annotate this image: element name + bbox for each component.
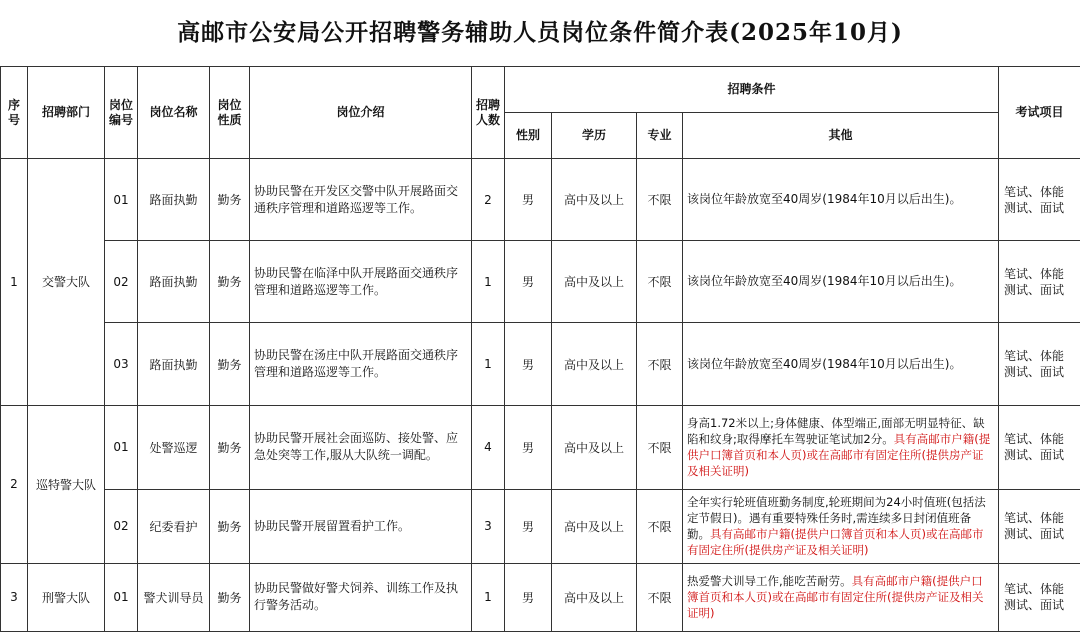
header-post-intro: 岗位介绍 xyxy=(250,67,472,159)
exam-items: 笔试、体能测试、面试 xyxy=(999,241,1080,323)
headcount: 1 xyxy=(472,241,505,323)
other-conditions: 该岗位年龄放宽至40周岁(1984年10月以后出生)。 xyxy=(683,241,999,323)
headcount: 4 xyxy=(472,405,505,489)
table-row xyxy=(1,159,1080,241)
exam-items: 笔试、体能测试、面试 xyxy=(999,489,1080,563)
post-nature: 勤务 xyxy=(210,489,250,563)
education: 高中及以上 xyxy=(552,159,637,241)
post-name: 路面执勤 xyxy=(138,159,210,241)
education: 高中及以上 xyxy=(552,489,637,563)
post-intro: 协助民警在汤庄中队开展路面交通秩序管理和道路巡逻等工作。 xyxy=(250,323,472,405)
other-conditions: 全年实行轮班值班勤务制度,轮班期间为24小时值班(包括法定节假日)。遇有重要特殊任务时,需连续多日封闭值班备勤。具有高邮市户籍(提供户口簿首页和本人页)或在高邮市有固定住所(提供房产证及相关证明) xyxy=(683,489,999,563)
exam-items: 笔试、体能测试、面试 xyxy=(999,405,1080,489)
gender: 男 xyxy=(505,489,552,563)
post-nature: 勤务 xyxy=(210,405,250,489)
other-conditions: 该岗位年龄放宽至40周岁(1984年10月以后出生)。 xyxy=(683,159,999,241)
gender: 男 xyxy=(505,159,552,241)
group-seq: 1 xyxy=(1,159,28,405)
header-other: 其他 xyxy=(683,113,999,159)
gender: 男 xyxy=(505,241,552,323)
table-row xyxy=(1,563,1080,631)
header-education: 学历 xyxy=(552,113,637,159)
other-conditions: 热爱警犬训导工作,能吃苦耐劳。具有高邮市户籍(提供户口簿首页和本人页)或在高邮市有固定住所(提供房产证及相关证明) xyxy=(683,563,999,631)
headcount: 1 xyxy=(472,323,505,405)
exam-items: 笔试、体能测试、面试 xyxy=(999,323,1080,405)
group-department: 刑警大队 xyxy=(28,563,105,631)
page-title: 高邮市公安局公开招聘警务辅助人员岗位条件简介表(2025年10月) xyxy=(177,19,903,46)
group-seq: 3 xyxy=(1,563,28,631)
table-row xyxy=(1,489,1080,563)
group-department: 交警大队 xyxy=(28,159,105,405)
major: 不限 xyxy=(637,159,683,241)
table-row xyxy=(1,405,1080,489)
post-code: 02 xyxy=(105,489,138,563)
gender: 男 xyxy=(505,323,552,405)
gender: 男 xyxy=(505,405,552,489)
header-post-name: 岗位名称 xyxy=(138,67,210,159)
post-name: 路面执勤 xyxy=(138,241,210,323)
education: 高中及以上 xyxy=(552,405,637,489)
other-conditions: 该岗位年龄放宽至40周岁(1984年10月以后出生)。 xyxy=(683,323,999,405)
major: 不限 xyxy=(637,405,683,489)
post-nature: 勤务 xyxy=(210,563,250,631)
post-nature: 勤务 xyxy=(210,241,250,323)
header-post-code: 岗位编号 xyxy=(105,67,138,159)
headcount: 1 xyxy=(472,563,505,631)
post-intro: 协助民警在开发区交警中队开展路面交通秩序管理和道路巡逻等工作。 xyxy=(250,159,472,241)
group-department: 巡特警大队 xyxy=(28,405,105,563)
post-nature: 勤务 xyxy=(210,159,250,241)
major: 不限 xyxy=(637,241,683,323)
headcount: 2 xyxy=(472,159,505,241)
post-intro: 协助民警做好警犬饲养、训练工作及执行警务活动。 xyxy=(250,563,472,631)
post-intro: 协助民警开展留置看护工作。 xyxy=(250,489,472,563)
post-name: 路面执勤 xyxy=(138,323,210,405)
post-nature: 勤务 xyxy=(210,323,250,405)
education: 高中及以上 xyxy=(552,563,637,631)
major: 不限 xyxy=(637,323,683,405)
post-name: 处警巡逻 xyxy=(138,405,210,489)
major: 不限 xyxy=(637,489,683,563)
post-name: 警犬训导员 xyxy=(138,563,210,631)
table-row xyxy=(1,241,1080,323)
gender: 男 xyxy=(505,563,552,631)
post-code: 01 xyxy=(105,405,138,489)
post-code: 01 xyxy=(105,563,138,631)
header-gender: 性别 xyxy=(505,113,552,159)
header-seq: 序号 xyxy=(1,67,28,159)
table-row xyxy=(1,323,1080,405)
recruitment-table xyxy=(0,66,1080,632)
major: 不限 xyxy=(637,563,683,631)
header-exam: 考试项目 xyxy=(999,67,1080,159)
exam-items: 笔试、体能测试、面试 xyxy=(999,159,1080,241)
education: 高中及以上 xyxy=(552,241,637,323)
exam-items: 笔试、体能测试、面试 xyxy=(999,563,1080,631)
header-department: 招聘部门 xyxy=(28,67,105,159)
header-post-nature: 岗位性质 xyxy=(210,67,250,159)
post-name: 纪委看护 xyxy=(138,489,210,563)
post-intro: 协助民警开展社会面巡防、接处警、应急处突等工作,服从大队统一调配。 xyxy=(250,405,472,489)
post-code: 03 xyxy=(105,323,138,405)
post-code: 02 xyxy=(105,241,138,323)
headcount: 3 xyxy=(472,489,505,563)
post-code: 01 xyxy=(105,159,138,241)
group-seq: 2 xyxy=(1,405,28,563)
other-conditions: 身高1.72米以上;身体健康、体型端正,面部无明显特征、缺陷和纹身;取得摩托车驾驶证笔试加2分。具有高邮市户籍(提供户口簿首页和本人页)或在高邮市有固定住所(提供房产证及相关证明) xyxy=(683,405,999,489)
header-conditions: 招聘条件 xyxy=(505,67,999,113)
post-intro: 协助民警在临泽中队开展路面交通秩序管理和道路巡逻等工作。 xyxy=(250,241,472,323)
header-major: 专业 xyxy=(637,113,683,159)
header-headcount: 招聘人数 xyxy=(472,67,505,159)
education: 高中及以上 xyxy=(552,323,637,405)
